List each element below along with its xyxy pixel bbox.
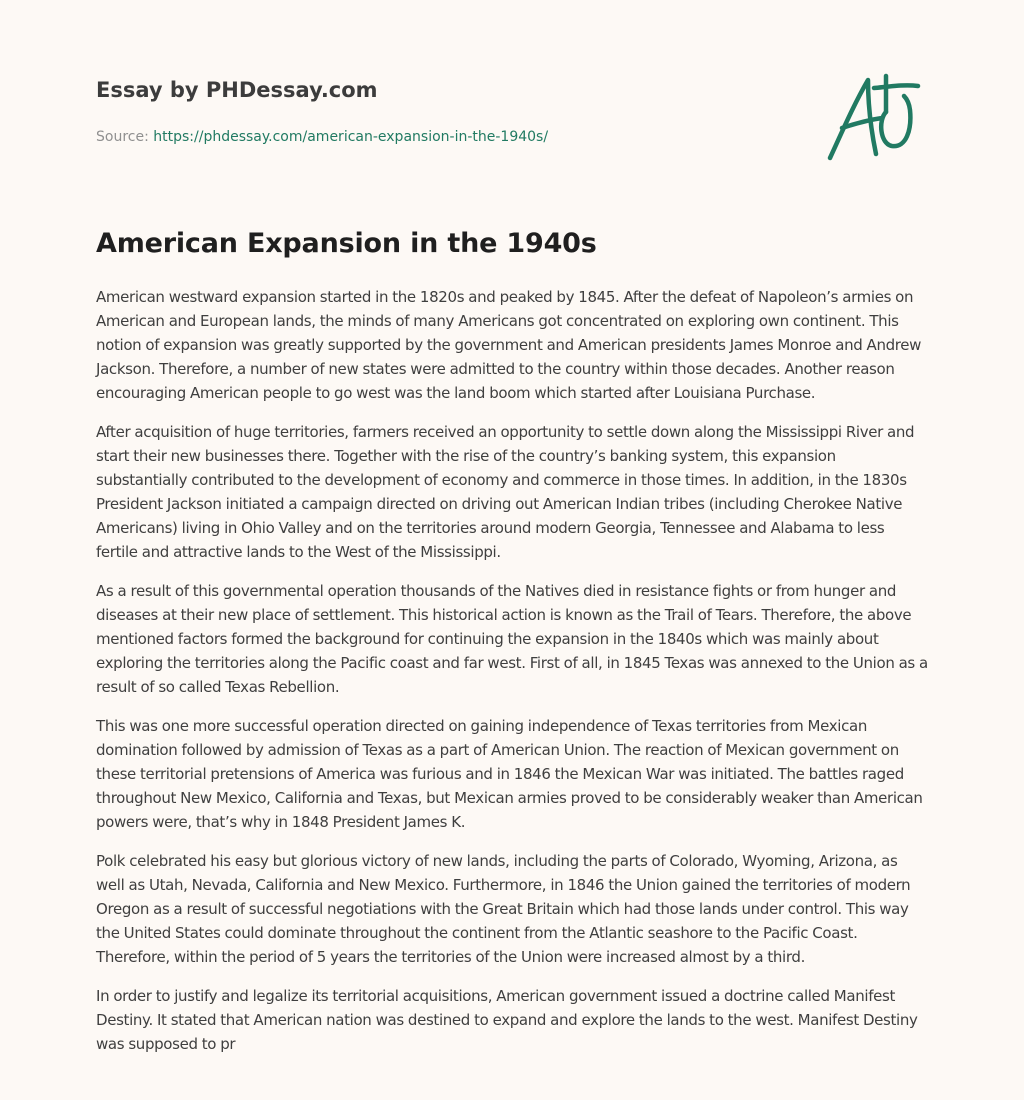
page-header (96, 76, 928, 196)
source-label: Source: (96, 129, 149, 145)
a-plus-logo-icon (824, 68, 928, 164)
essay-paragraph: After acquisition of huge territories, farmers received an opportunity to settle down along the Mississippi River and start their new businesses there. Together with the rise of the country’s banking system, this expansion substantially contributed to the development of economy and commerce in those times. In addition, in the 1830s President Jackson initiated a campaign directed on driving out American Indian tribes (including Cherokee Native Americans) living in Ohio Valley and on the territories around modern Georgia, Tennessee and Alabama to less fertile and attractive lands to the West of the Mississippi. (96, 423, 915, 561)
essay-paragraph: As a result of this governmental operation thousands of the Natives died in resistance fights or from hunger and diseases at their new place of settlement. This historical action is known as the Trail of Tears. Therefore, the above mentioned factors formed the background for continuing the expansion in the 1840s which was mainly about exploring the territories along the Pacific coast and far west. First of all, in 1845 Texas was annexed to the Union as a result of so called Texas Rebellion. (96, 582, 928, 696)
essay-paragraph: In order to justify and legalize its territorial acquisitions, American government issued a doctrine called Manifest Destiny. It stated that American nation was destined to expand and explore the lands to the west. Manifest Destiny was supposed to pr (96, 987, 918, 1053)
source-line (96, 127, 928, 147)
essay-title: American Expansion in the 1940s (96, 228, 597, 259)
essay-body (96, 285, 928, 1071)
essay-paragraph: This was one more successful operation directed on gaining independence of Texas territories from Mexican domination followed by admission of Texas as a part of American Union. The reaction of Mexican government on these territorial pretensions of America was furious and in 1846 the Mexican War was initiated. The battles raged throughout New Mexico, California and Texas, but Mexican armies proved to be considerably weaker than American powers were, that’s why in 1848 President James K. (96, 717, 923, 831)
essay-paragraph: Polk celebrated his easy but glorious victory of new lands, including the parts of Colorado, Wyoming, Arizona, as well as Utah, Nevada, California and New Mexico. Furthermore, in 1846 the Union gained the territories of modern Oregon as a result of successful negotiations with the Great Britain which had those lands under control. This way the United States could dominate throughout the continent from the Atlantic seashore to the Pacific Coast. Therefore, within the period of 5 years the territories of the Union were increased almost by a third. (96, 852, 911, 966)
source-link[interactable]: https://phdessay.com/american-expansion-in-the-1940s/ (153, 129, 549, 145)
site-brand: Essay by PHDessay.com (96, 78, 378, 102)
essay-paragraph: American westward expansion started in the 1820s and peaked by 1845. After the defeat of Napoleon’s armies on American and European lands, the minds of many Americans got concentrated on exploring own continent. This notion of expansion was greatly supported by the government and American presidents James Monroe and Andrew Jackson. Therefore, a number of new states were admitted to the country within those decades. Another reason encouraging American people to go west was the land boom which started after Louisiana Purchase. (96, 288, 922, 402)
